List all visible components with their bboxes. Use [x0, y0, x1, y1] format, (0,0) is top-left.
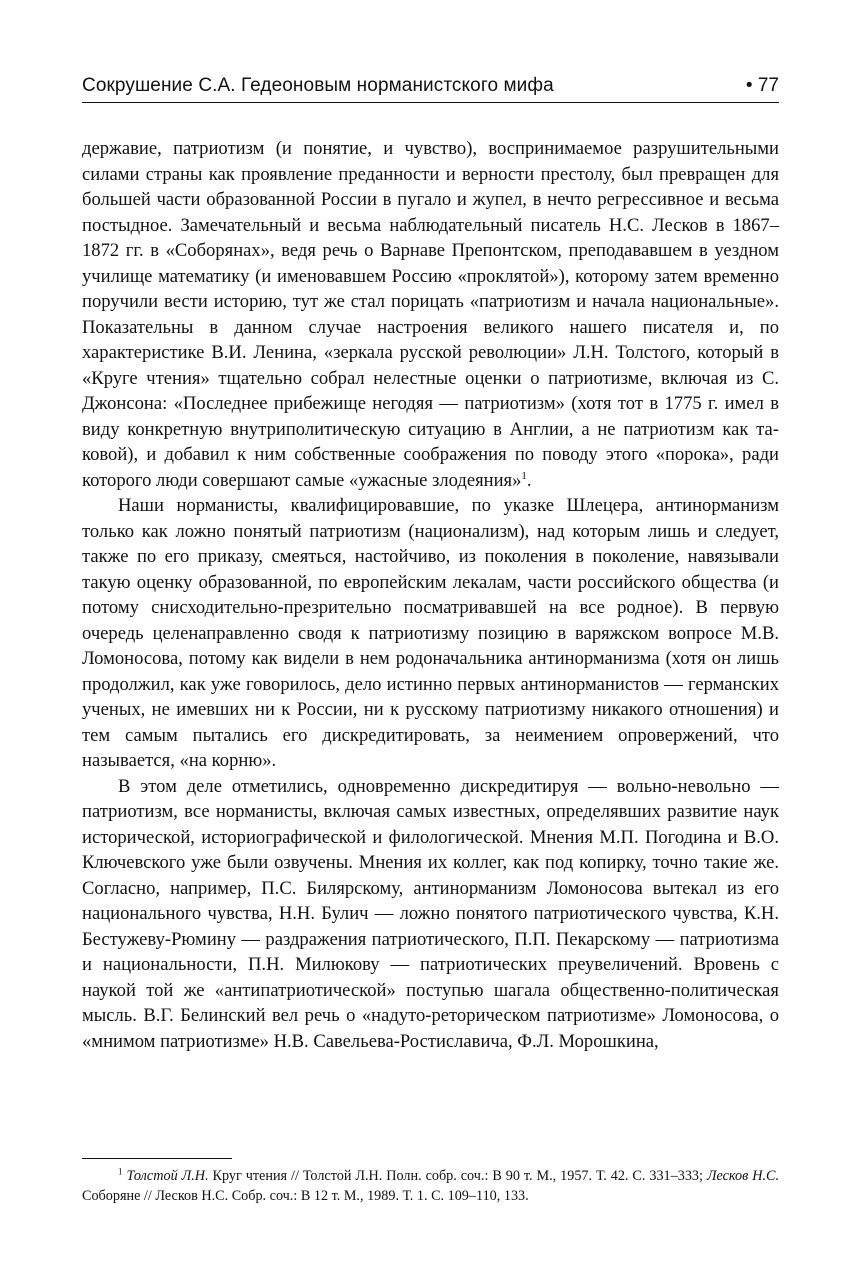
footnote [82, 1166, 779, 1206]
footnote-text-1: Круг чтения // Толстой Л.Н. Полн. собр. соч.: В 90 т. М., 1957. Т. 42. С. 331–333; [208, 1168, 707, 1184]
footnote-author-2: Лесков Н.С. [706, 1168, 780, 1184]
footnote-ref-1[interactable]: 1 [521, 469, 527, 482]
page-number: • 77 [745, 75, 779, 96]
paragraph-1-text: державие, патриотизм (и понятие, и чувство), воспринимаемое разрушительными силами страны как проявление преданности и верности престолу, был превращен для большей части образованной России в пугало и жупел, в нечто регрессивное и весьма постыдное. Замечательный и весьма наблюдательный писатель Н.С. Лесков в 1867–1872 гг. в «Соборянах», ведя речь о Варнаве Препонтском, преподававшем в уездном училище математику (и именовавшем Россию «проклятой»), которому затем временно поручили вести историю, тут же стал порицать «патриотизм и начала национальные». Показательны в данном случае настроения великого нашего писателя и, по характеристике В.И. Ленина, «зеркала русской революции» Л.Н. Толстого, который в «Круге чтения» тщательно собрал нелестные оценки о патриотизме, включая из С. Джонсона: «Последнее прибежище негодяя — патриотизм» (хотя тот в 1775 г. имел в виду конкретную внутриполитическую ситуацию в Англии, а не патриотизм как таковой), и добавил к ним собственные соображения по поводу этого «порока», ради которого люди совершают самые «ужасные злодеяния» [82, 138, 779, 491]
paragraph-3: В этом деле отметились, одновременно дискредитируя — вольно-невольно — патриотизм, все норманисты, включая самых известных, определявших развитие наук исторической, историографической и филологической. Мнения М.П. Погодина и В.О. Ключевского уже были озвучены. Мнения их коллег, как под копирку, точно такие же. Согласно, например, П.С. Билярскому, антинорманизм Ломоносова вытекал из его национального чувства, Н.Н. Булич — ложно понятого патриотического чувства, К.Н. Бестужеву-Рюмину — раздражения патриотического, П.П. Пекарскому — патриотизма и национальности, П.Н. Милюкову — патриотических преувеличений. Вровень с наукой той же «антипатриотической» поступью шагала общественно-политическая мысль. В.Г. Белинский вел речь о «надуто-реторическом патриотизме» Ломоносова, о «мнимом патриотизме» Н.В. Савельева-Ростиславича, Ф.Л. Морошкина, [82, 775, 779, 1052]
paragraph-2: Наши норманисты, квалифицировавшие, по указке Шлецера, антинорманизм только как ложно понятый патриотизм (национализм), над которым лишь и следует, также по его приказу, смеяться, настойчиво, из поколения в поколение, навязывали такую оценку образованной, по европейским лекалам, части российского общества (и потому снисходительно-презрительно посматривавшей на все родное). В первую очередь целенаправленно сводя к патриотизму позицию в варяжском вопросе М.В. Ломоносова, потому как видели в нем родоначальника антинорманизма (хотя он лишь продолжил, как уже говорилось, дело истинно первых антинорманистов — германских ученых, не имевших ни к России, ни к русскому патриотизму никакого отношения) и тем самым пытались его дискредитировать, за неимением опровержений, что называется, «на корню». [82, 495, 779, 771]
paragraph-1: державие, патриотизм (и понятие, и чувство), воспринимаемое разрушительными силами страны как проявление преданности и верности престолу, был превращен для большей части образованной России в пугало и жупел, в нечто регрессивное и весьма постыдное. Замечательный и весьма наблюдательный писатель Н.С. Лесков в 1867–1872 гг. в «Соборянах», ведя речь о Варнаве Препонтском, преподававшем в уездном училище математику (и именовавшем Россию «проклятой»), которому затем временно поручили вести историю, тут же стал порицать «патриотизм и начала национальные». Показательны в данном случае настроения великого нашего писателя и, по характеристике В.И. Ленина, «зеркала русской революции» Л.Н. Толстого, который в «Круге чтения» тщательно собрал нелестные оценки о патриотизме, включая из С. Джонсона: «Последнее прибежище негодяя — патриотизм» (хотя тот в 1775 г. имел в виду конкретную внутриполитическую ситуацию в Англии, а не патриотизм как таковой), и добавил к ним собственные соображения по поводу этого «порока», ради которого люди совершают самые «ужасные злодеяния»$^1$. [82, 138, 779, 491]
footnote-divider [82, 1158, 232, 1159]
running-header [82, 72, 779, 103]
footnote-number: 1 [118, 1166, 123, 1177]
footnote-text-2: Соборяне // Лесков Н.С. Собр. соч.: В 12 т. М., 1989. Т. 1. С. 109–110, 133. [82, 1188, 529, 1204]
main-text [82, 136, 779, 1054]
running-header-title: Сокрушение С.А. Гедеоновым норманистского мифа [82, 75, 554, 96]
footnote-1 [82, 1166, 779, 1206]
book-page [82, 72, 780, 1204]
footnote-author-1: Толстой Л.Н. [126, 1168, 209, 1184]
